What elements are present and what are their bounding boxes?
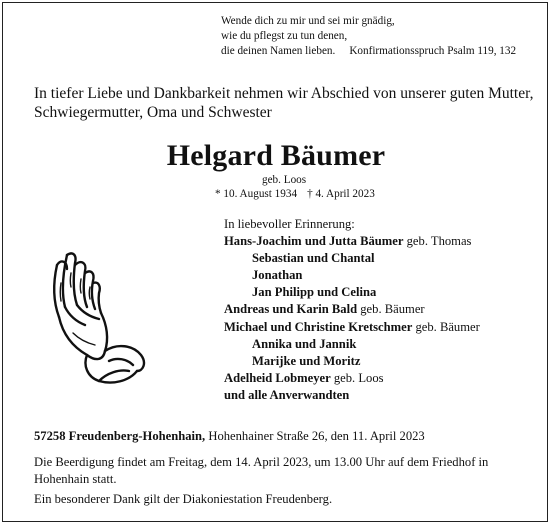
life-dates [215, 188, 375, 200]
address-date-line [34, 429, 425, 444]
mourner-name: Hans-Joachim und Jutta Bäumer [224, 234, 404, 249]
list-item [224, 267, 480, 284]
list-item [224, 233, 480, 250]
mourner-name: Jan Philipp und Celina [252, 285, 377, 300]
mourner-suffix: geb. Loos [330, 370, 384, 385]
mourner-name: Jonathan [252, 268, 303, 283]
mourner-name: und alle Anverwandten [224, 387, 350, 402]
address-place: 57258 Freudenberg-Hohenhain, [34, 429, 206, 443]
thanks-note: Ein besonderer Dank gilt der Diakoniestation Freudenberg. [34, 492, 333, 506]
list-item [224, 319, 480, 336]
mourner-name: Annika und Jannik [252, 336, 357, 351]
list-item [224, 250, 480, 267]
list-item [224, 301, 480, 318]
verse-line-2: wie du pflegst zu tun denen, [221, 30, 348, 43]
list-item [224, 387, 480, 404]
mourners-list [224, 216, 480, 404]
list-item [224, 353, 480, 370]
confirmation-verse [221, 14, 516, 60]
obituary-card [2, 2, 548, 522]
list-item [224, 284, 480, 301]
mourners-heading: In liebevoller Erinnerung: [224, 217, 355, 231]
verse-line-3 [221, 44, 516, 59]
mourner-suffix: geb. Thomas [403, 234, 472, 249]
maiden-name: geb. Loos [262, 174, 307, 186]
mourner-suffix: geb. Bäumer [357, 302, 425, 317]
address-rest: Hohenhainer Straße 26, den 11. April 2023 [205, 429, 425, 443]
mourner-name: Sebastian und Chantal [252, 251, 375, 266]
mourner-name: Adelheid Lobmeyer [224, 370, 331, 385]
mourner-name: Marijke und Moritz [252, 353, 361, 368]
birth-date: * 10. August 1934 [215, 188, 298, 200]
list-item [224, 336, 480, 353]
death-date: † 4. April 2023 [307, 188, 375, 200]
deceased-name: Helgard Bäumer [166, 139, 386, 172]
verse-line-3-text: die deinen Namen lieben. [221, 45, 336, 58]
praying-hands-icon [37, 243, 187, 387]
mourner-name: Michael und Christine Kretschmer [224, 319, 413, 334]
mourner-suffix: geb. Bäumer [412, 319, 480, 334]
farewell-intro: In tiefer Liebe und Dankbarkeit nehmen wir Abschied von unserer guten Mutter, Schwiegermutter, Oma und Schwester [34, 85, 534, 121]
list-item [224, 370, 480, 387]
mourner-name: Andreas und Karin Bald [224, 302, 358, 317]
verse-source: Konfirmationsspruch Psalm 119, 132 [349, 45, 517, 58]
verse-line-1: Wende dich zu mir und sei mir gnädig, [221, 15, 395, 27]
funeral-notice: Die Beerdigung findet am Freitag, dem 14. April 2023, um 13.00 Uhr auf dem Friedhof in Hohenhain statt. [34, 455, 489, 486]
